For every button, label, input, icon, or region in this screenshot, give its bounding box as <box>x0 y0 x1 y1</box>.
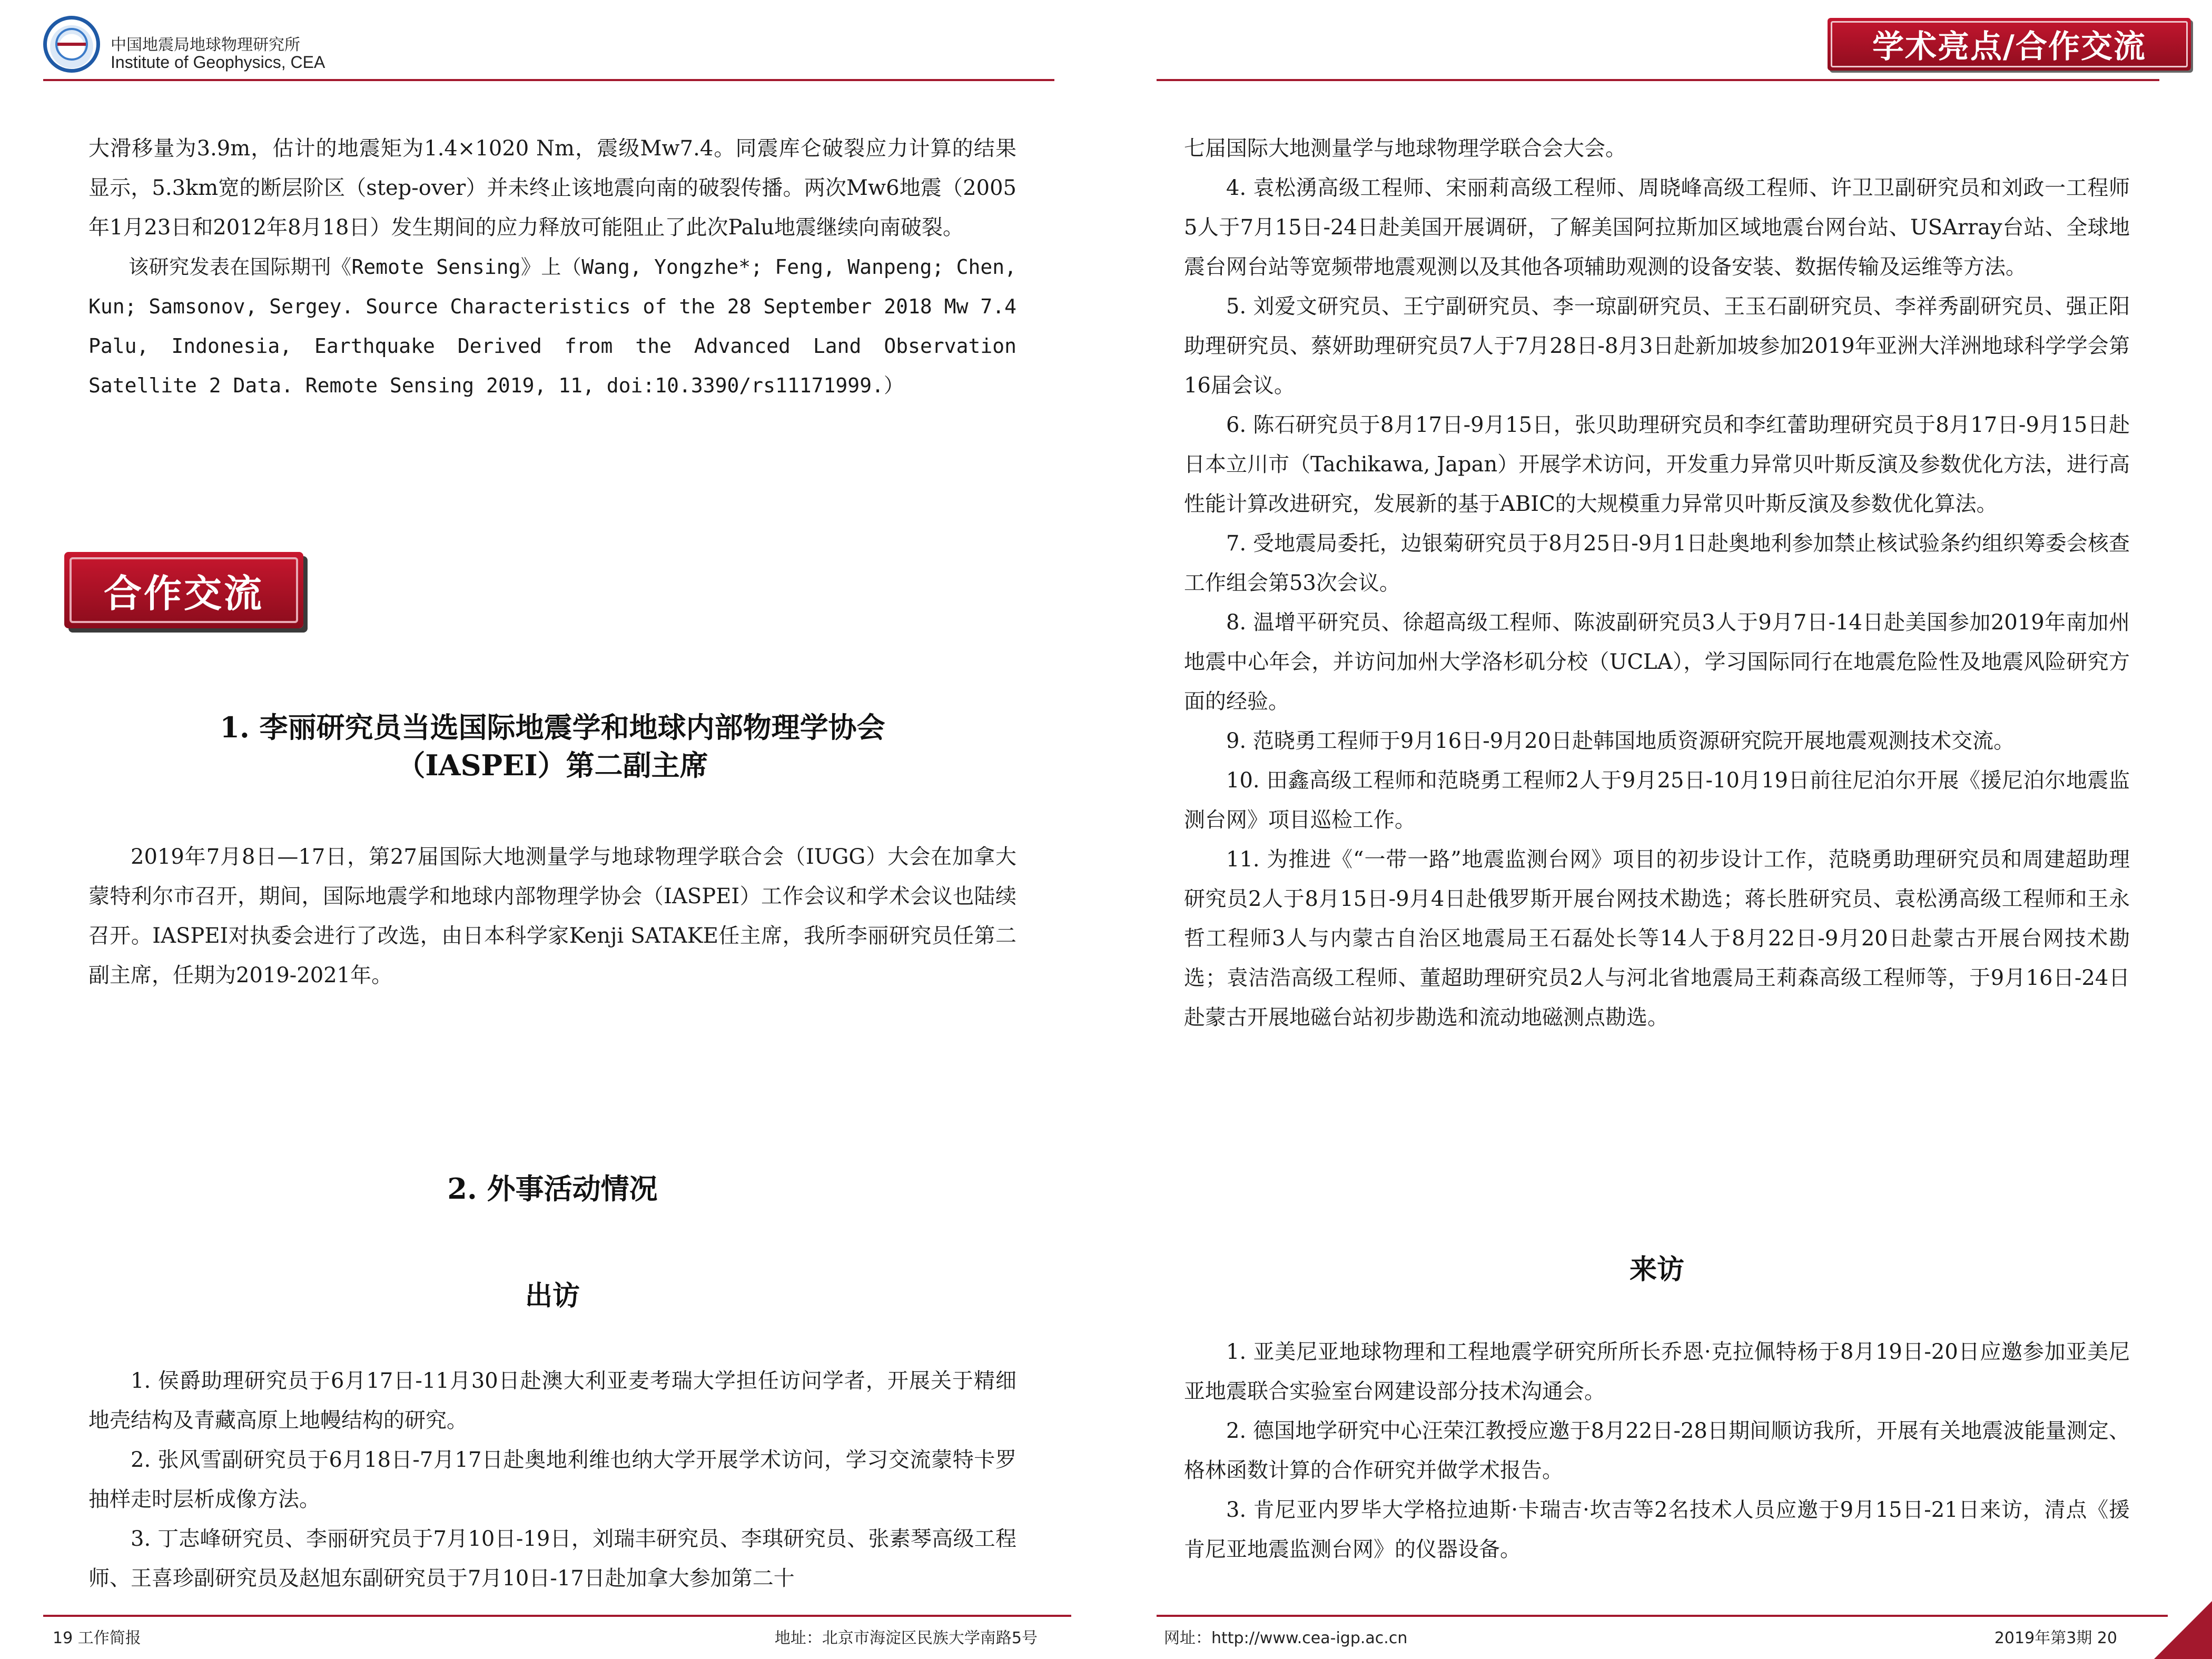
list-item: 3. 丁志峰研究员、李丽研究员于7月10日-19日，刘瑞丰研究员、李琪研究员、张素琴高级工程师、王喜珍副研究员及赵旭东副研究员于7月10日-17日赴加拿大参加第二十 <box>88 1527 1016 1591</box>
section-badge-label: 合作交流 <box>70 557 298 623</box>
list-item: 10. 田鑫高级工程师和范晓勇工程师2人于9月25日-10月19日前往尼泊尔开展《援尼泊尔地震监测台网》项目巡检工作。 <box>1184 768 2130 832</box>
list-item: 2. 德国地学研究中心汪荣江教授应邀于8月22日-28日期间顺访我所，开展有关地震波能量测定、格林函数计算的合作研究并做学术报告。 <box>1184 1419 2130 1483</box>
iaspei-paragraph: 2019年7月8日—17日，第27届国际大地测量学与地球物理学联合会（IUGG）大会在加拿大蒙特利尔市召开，期间，国际地震学和地球内部物理学协会（IASPEI）工作会议和学术会议也陆续召开。IASPEI对执委会进行了改选，由日本科学家Kenji SATAKE任主席，我所李丽研究员任第二副主席，任期为2019-2021年。 <box>88 845 1016 987</box>
footer-rule <box>1157 1615 2168 1617</box>
right-page <box>1106 0 2212 1659</box>
continued-list <box>1184 129 2130 1038</box>
footer-issue-page: 2019年第3期 20 <box>1994 1629 2117 1647</box>
institute-name-cn: 中国地震局地球物理研究所 <box>111 36 300 54</box>
header-rule <box>1157 79 2159 81</box>
list-item: 1. 亚美尼亚地球物理和工程地震学研究所所长乔恩·克拉佩特杨于8月19日-20日应邀参加亚美尼亚地震联合实验室台网建设部分技术沟通会。 <box>1184 1340 2130 1404</box>
incoming-list <box>1184 1332 2130 1569</box>
footer-website: 网址：http://www.cea-igp.ac.cn <box>1164 1629 1408 1647</box>
citation-paragraph: 该研究发表在国际期刊《Remote Sensing》上（Wang, Yongzhe*; Feng, Wanpeng; Chen, Kun; Samsonov, Sergey. Source Characteristics of the 28 September 2018 Mw 7.4 Palu, Indonesia, Earthquake Derived from the Advanced Land Observation Satellite 2 Data. Remote Sensing 2019, 11, doi:10.3390/rs11171999.） <box>88 255 1016 397</box>
logo-wave <box>57 43 86 46</box>
footer-rule <box>43 1615 1071 1617</box>
institute-logo-icon <box>43 16 100 73</box>
list-item: 七届国际大地测量学与地球物理学联合会大会。 <box>1184 136 1626 161</box>
list-item: 8. 温增平研究员、徐超高级工程师、陈波副研究员3人于9月7日-14日赴美国参加2019年南加州地震中心年会，并访问加州大学洛杉矶分校（UCLA），学习国际同行在地震危险性及地震风险研究方面的经验。 <box>1184 610 2130 714</box>
footer-page-label: 19 工作简报 <box>53 1629 141 1647</box>
heading-iaspei-line1: 1. 李丽研究员当选国际地震学和地球内部物理学协会 <box>220 710 885 744</box>
subheading-incoming: 来访 <box>1629 1254 1684 1286</box>
header-rule <box>43 79 1054 81</box>
list-item: 3. 肯尼亚内罗毕大学格拉迪斯·卡瑞吉·坎吉等2名技术人员应邀于9月15日-21日来访，清点《援肯尼亚地震监测台网》的仪器设备。 <box>1184 1498 2130 1562</box>
list-item: 9. 范晓勇工程师于9月16日-9月20日赴韩国地质资源研究院开展地震观测技术交流。 <box>1226 729 2015 753</box>
heading-iaspei-line2: （IASPEI）第二副主席 <box>397 748 708 782</box>
list-item: 6. 陈石研究员于8月17日-9月15日，张贝助理研究员和李红蕾助理研究员于8月17日-9月15日赴日本立川市（Tachikawa, Japan）开展学术访问，开发重力异常贝叶斯反演及参数优化方法，进行高性能计算改进研究，发展新的基于ABIC的大规模重力异常贝叶斯反演及参数优化算法。 <box>1184 413 2130 516</box>
list-item: 2. 张风雪副研究员于6月18日-7月17日赴奥地利维也纳大学开展学术访问，学习交流蒙特卡罗抽样走时层析成像方法。 <box>88 1448 1016 1512</box>
institute-name-en: Institute of Geophysics, CEA <box>111 53 325 72</box>
section-header-label: 学术亮点/合作交流 <box>1831 21 2188 67</box>
footer-address: 地址：北京市海淀区民族大学南路5号 <box>774 1629 1038 1647</box>
section-badge <box>64 552 303 628</box>
list-item: 11. 为推进《“一带一路”地震监测台网》项目的初步设计工作，范晓勇助理研究员和周建超助理研究员2人于8月15日-9月4日赴俄罗斯开展台网技术勘选；蒋长胜研究员、袁松湧高级工程师和王永哲工程师3人与内蒙古自治区地震局王石磊处长等14人于8月22日-9月20日赴蒙古开展台网技术勘选；袁洁浩高级工程师、董超助理研究员2人与河北省地震局王莉森高级工程师等，于9月16日-24日赴蒙古开展地磁台站初步勘选和流动地磁测点勘选。 <box>1184 847 2130 1030</box>
list-item: 1. 侯爵助理研究员于6月17日-11月30日赴澳大利亚麦考瑞大学担任访问学者，开展关于精细地壳结构及青藏高原上地幔结构的研究。 <box>88 1369 1016 1433</box>
iaspei-text <box>88 837 1016 995</box>
list-item: 7. 受地震局委托，边银菊研究员于8月25日-9月1日赴奥地利参加禁止核试验条约组织筹委会核查工作组会第53次会议。 <box>1184 531 2130 595</box>
intro-text <box>88 129 1016 406</box>
heading-foreign-affairs: 2. 外事活动情况 <box>447 1172 658 1206</box>
subheading-outgoing: 出访 <box>525 1280 580 1312</box>
list-item: 4. 袁松湧高级工程师、宋丽莉高级工程师、周晓峰高级工程师、许卫卫副研究员和刘政一工程师5人于7月15日-24日赴美国开展调研，了解美国阿拉斯加区域地震台网台站、USArray台站、全球地震台网台站等宽频带地震观测以及其他各项辅助观测的设备安装、数据传输及运维等方法。 <box>1184 176 2130 279</box>
heading-iaspei <box>88 708 1016 784</box>
section-header-tag <box>1828 18 2191 71</box>
corner-decoration <box>2154 1601 2212 1659</box>
list-item: 5. 刘爱文研究员、王宁副研究员、李一琼副研究员、王玉石副研究员、李祥秀副研究员、强正阳助理研究员、蔡妍助理研究员7人于7月28日-8月3日赴新加坡参加2019年亚洲大洋洲地球科学学会第16届会议。 <box>1184 294 2130 398</box>
outgoing-list <box>88 1361 1016 1598</box>
intro-paragraph: 大滑移量为3.9m，估计的地震矩为1.4×1020 Nm，震级Mw7.4。同震库仑破裂应力计算的结果显示，5.3km宽的断层阶区（step-over）并未终止该地震向南的破裂传播。两次Mw6地震（2005年1月23日和2012年8月18日）发生期间的应力释放可能阻止了此次Palu地震继续向南破裂。 <box>88 136 1016 240</box>
